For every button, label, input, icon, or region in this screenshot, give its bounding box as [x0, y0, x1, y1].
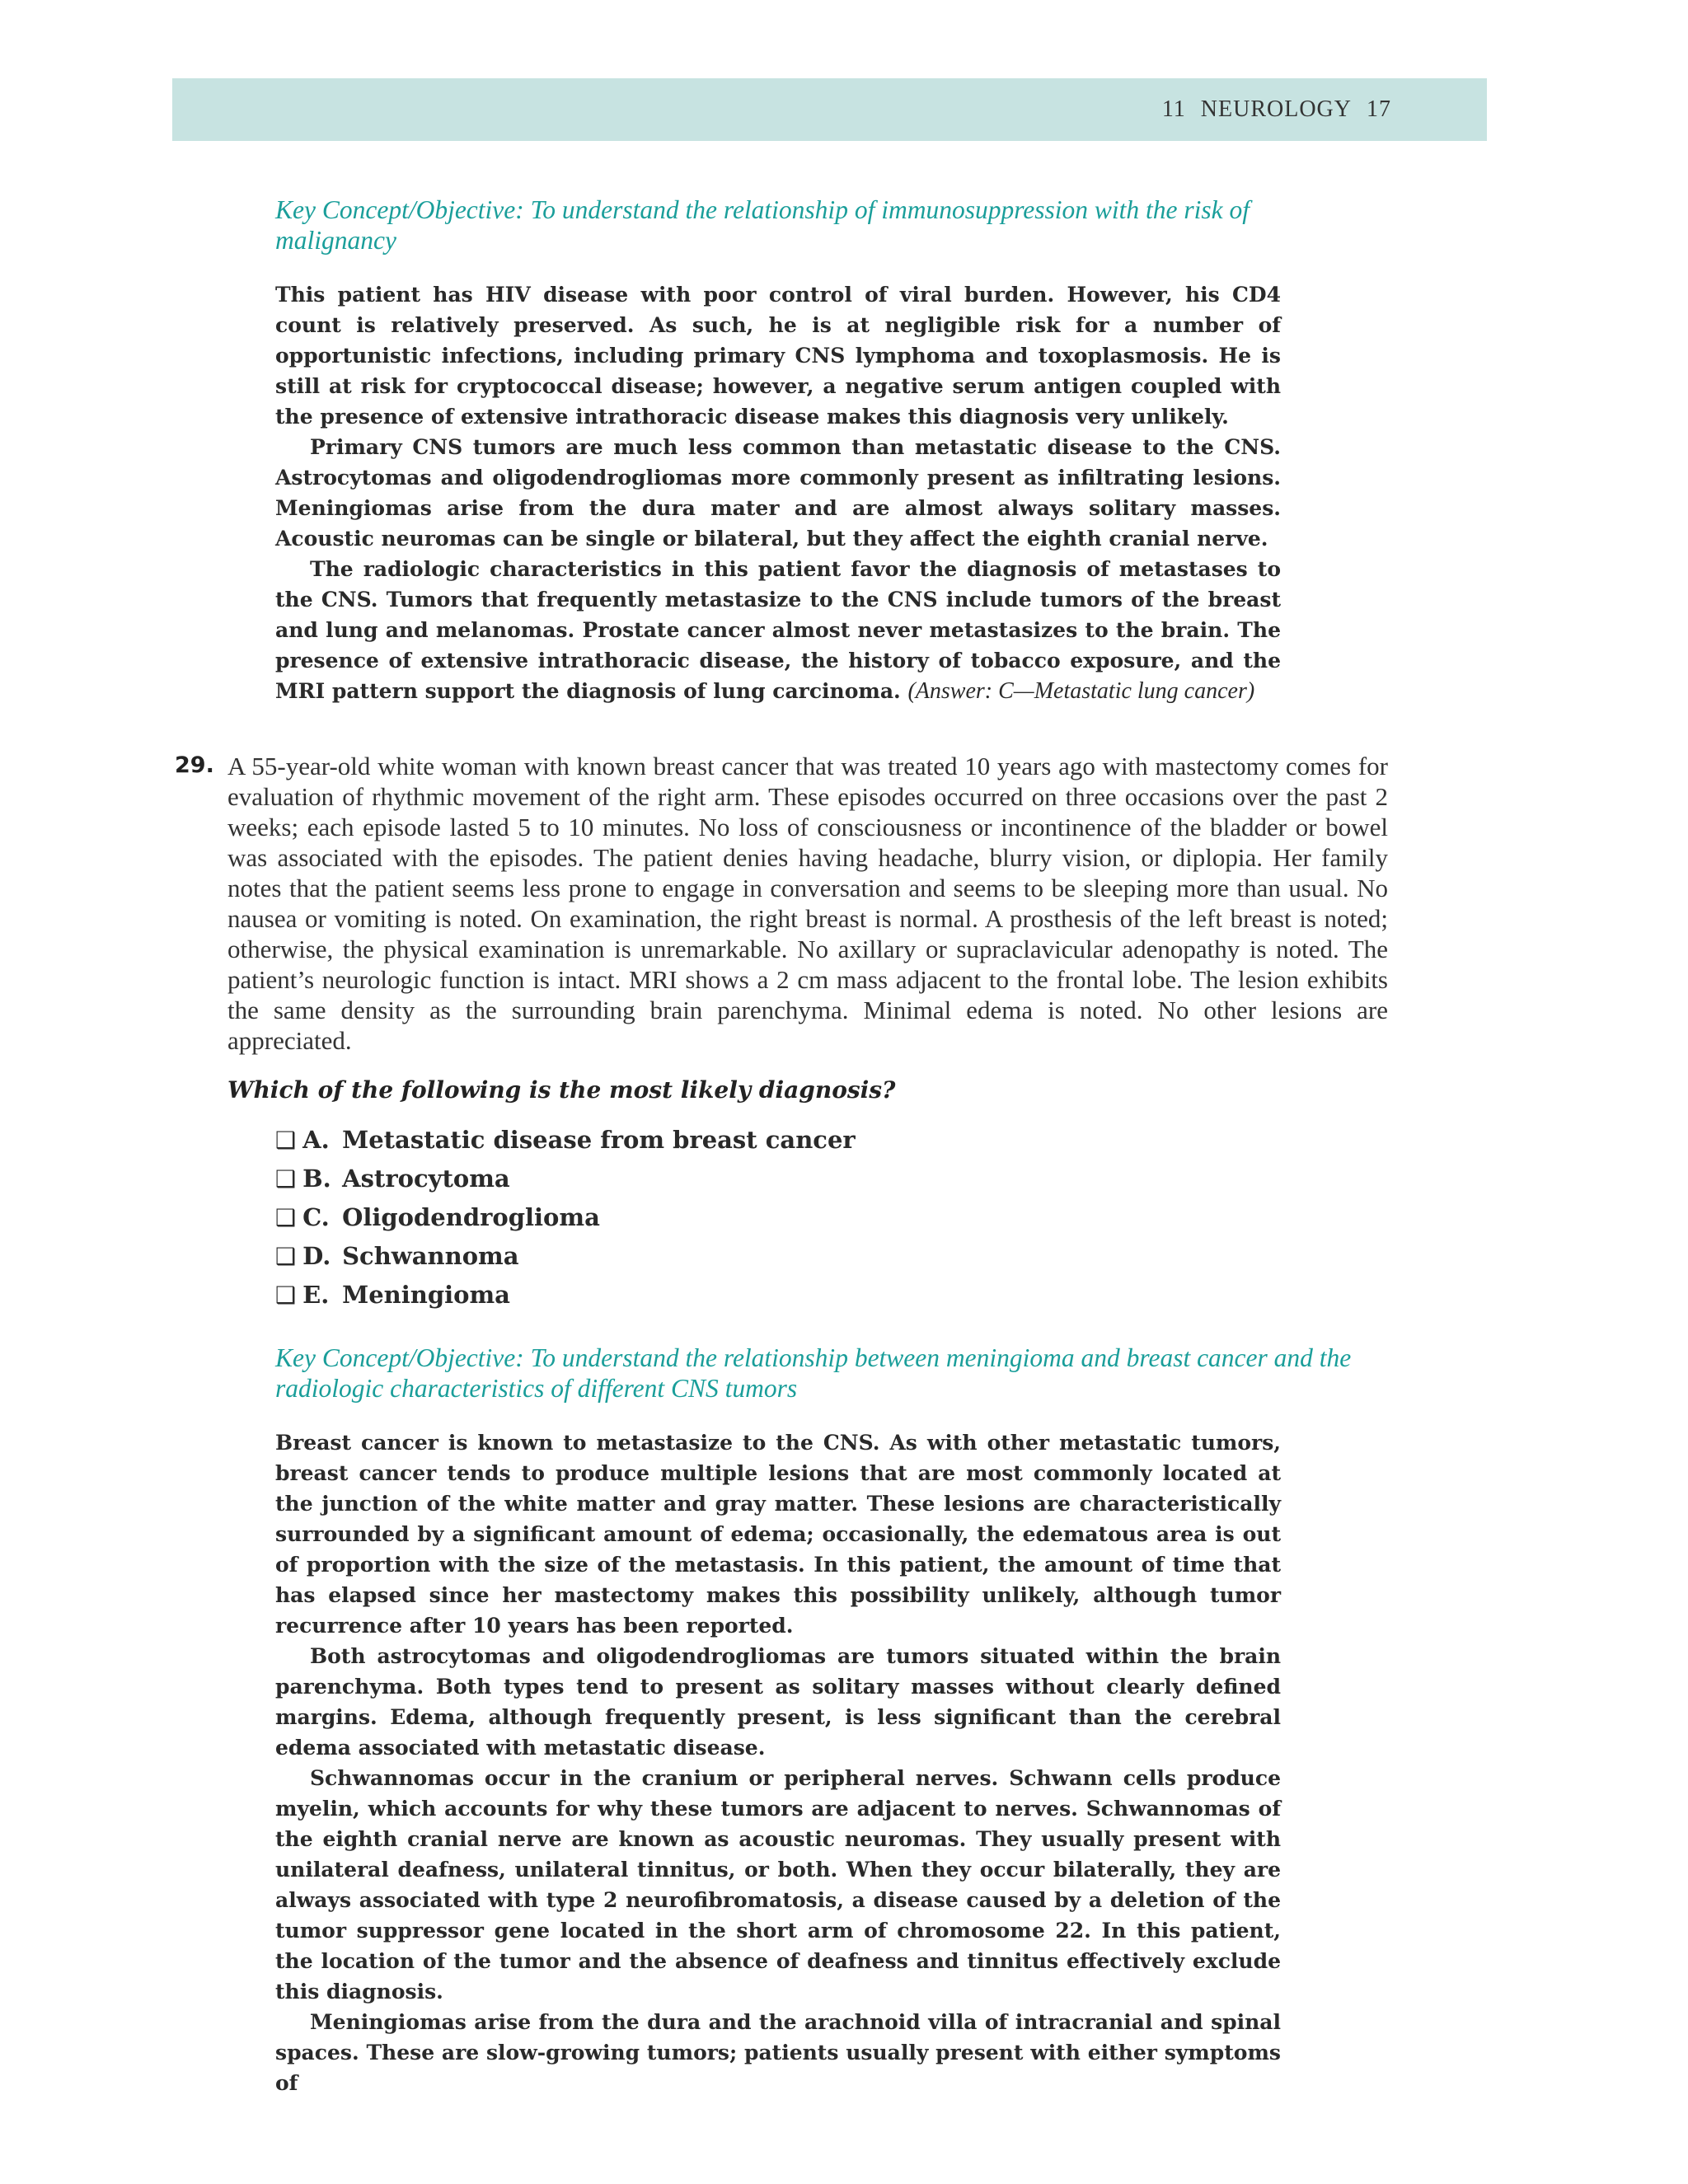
running-header	[172, 78, 1487, 141]
option-letter: B.	[302, 1165, 331, 1193]
question-prompt: Which of the following is the most likely diagnosis?	[227, 1076, 896, 1104]
answer-options	[275, 1123, 856, 1317]
answer-option-d[interactable]	[275, 1240, 856, 1278]
answer-explanation-q29	[275, 1427, 1281, 2098]
chapter-number: 11	[1161, 96, 1186, 122]
explanation-paragraph: Primary CNS tumors are much less common than metastatic disease to the CNS. Astrocytomas and oligodendrogliomas more commonly present as infiltrating lesions. Meningiomas arise from the dura mater and are almost always solitary masses. Acoustic neuromas can be single or bilateral, but they affect the eighth cranial nerve.	[275, 435, 1281, 551]
explanation-paragraph: This patient has HIV disease with poor control of viral burden. However, his CD4 count is relatively preserved. As such, he is at negligible risk for a number of opportunistic infections, including primary CNS lymphoma and toxoplasmosis. He is still at risk for cryptococcal disease; however, a negative serum antigen coupled with the presence of extensive intrathoracic disease makes this diagnosis very unlikely.	[275, 283, 1281, 429]
option-text: Astrocytoma	[342, 1165, 510, 1193]
key-concept-q28: Key Concept/Objective: To understand the relationship of immunosuppression with the risk of malignancy	[275, 195, 1250, 255]
answer-explanation-q28	[275, 279, 1281, 706]
answer-option-e[interactable]	[275, 1278, 856, 1317]
checkbox-icon[interactable]: ❑	[275, 1204, 297, 1231]
option-text: Schwannoma	[342, 1242, 519, 1270]
explanation-paragraph: Breast cancer is known to metastasize to the CNS. As with other metastatic tumors, breast cancer tends to produce multiple lesions that are most commonly located at the junction of the white matter and gray matter. These lesions are characteristically surrounded by a significant amount of edema; occasionally, the edematous area is out of proportion with the size of the metastasis. In this patient, the amount of time that has elapsed since her mastectomy makes this possibility unlikely, although tumor recurrence after 10 years has been reported.	[275, 1431, 1281, 1638]
checkbox-icon[interactable]: ❑	[275, 1127, 297, 1154]
answer-option-a[interactable]	[275, 1123, 856, 1162]
checkbox-icon[interactable]: ❑	[275, 1165, 297, 1193]
option-letter: D.	[302, 1242, 331, 1270]
key-concept-q29: Key Concept/Objective: To understand the relationship between meningioma and breast cancer and the radiologic characteristics of different CNS tumors	[275, 1343, 1352, 1403]
option-letter: C.	[302, 1203, 330, 1231]
explanation-paragraph: Schwannomas occur in the cranium or peripheral nerves. Schwann cells produce myelin, which accounts for why these tumors are adjacent to nerves. Schwannomas of the eighth cranial nerve are known as acoustic neuromas. They usually present with unilateral deafness, unilateral tinnitus, or both. When they occur bilaterally, they are always associated with type 2 neurofibromatosis, a disease caused by a deletion of the tumor suppressor gene located in the short arm of chromosome 22. In this patient, the location of the tumor and the absence of deafness and tinnitus effectively exclude this diagnosis.	[275, 1766, 1281, 2004]
explanation-paragraph: Meningiomas arise from the dura and the arachnoid villa of intracranial and spinal spaces. These are slow-growing tumors; patients usually present with either symptoms of	[275, 2010, 1281, 2095]
option-letter: E.	[302, 1281, 330, 1309]
header-text	[1147, 96, 1391, 123]
explanation-paragraph	[275, 554, 1281, 706]
option-text: Oligodendroglioma	[342, 1203, 600, 1231]
option-letter: A.	[302, 1126, 330, 1154]
checkbox-icon[interactable]: ❑	[275, 1282, 297, 1309]
checkbox-icon[interactable]: ❑	[275, 1243, 297, 1270]
page-number: 17	[1367, 96, 1391, 122]
answer-option-b[interactable]	[275, 1162, 856, 1201]
question-stem: A 55-year-old white woman with known breast cancer that was treated 10 years ago with mastectomy comes for evaluation of rhythmic movement of the right arm. These episodes occurred on three occasions over the past 2 weeks; each episode lasted 5 to 10 minutes. No loss of consciousness or incontinence of the bladder or bowel was associated with the episodes. The patient denies having headache, blurry vision, or diplopia. Her family notes that the patient seems less prone to engage in conversation and seems to be sleeping more than usual. No nausea or vomiting is noted. On examination, the right breast is normal. A prosthesis of the left breast is noted; otherwise, the physical examination is unremarkable. No axillary or supraclavicular adenopathy is noted. The patient’s neurologic function is intact. MRI shows a 2 cm mass adjacent to the frontal lobe. The lesion exhibits the same density as the surrounding brain parenchyma. Minimal edema is noted. No other lesions are appreciated.	[227, 752, 1388, 1055]
chapter-title: NEUROLOGY	[1200, 96, 1352, 122]
explanation-text: The radiologic characteristics in this patient favor the diagnosis of metastases to the CNS. Tumors that frequently metastasize to the CNS include tumors of the breast and lung and melanomas. Prostate cancer almost never metastasizes to the brain. The presence of extensive intrathoracic disease, the history of tobacco exposure, and the MRI pattern support the diagnosis of lung carcinoma.	[275, 557, 1281, 703]
explanation-paragraph: Both astrocytomas and oligodendrogliomas are tumors situated within the brain parenchyma. Both types tend to present as solitary masses without clearly defined margins. Edema, although frequently present, is less significant than the cerebral edema associated with metastatic disease.	[275, 1644, 1281, 1760]
answer-option-c[interactable]	[275, 1201, 856, 1240]
answer-citation: (Answer: C—Metastatic lung cancer)	[907, 678, 1255, 704]
option-text: Metastatic disease from breast cancer	[342, 1126, 856, 1154]
option-text: Meningioma	[342, 1281, 510, 1309]
question-number: 29.	[175, 752, 214, 778]
